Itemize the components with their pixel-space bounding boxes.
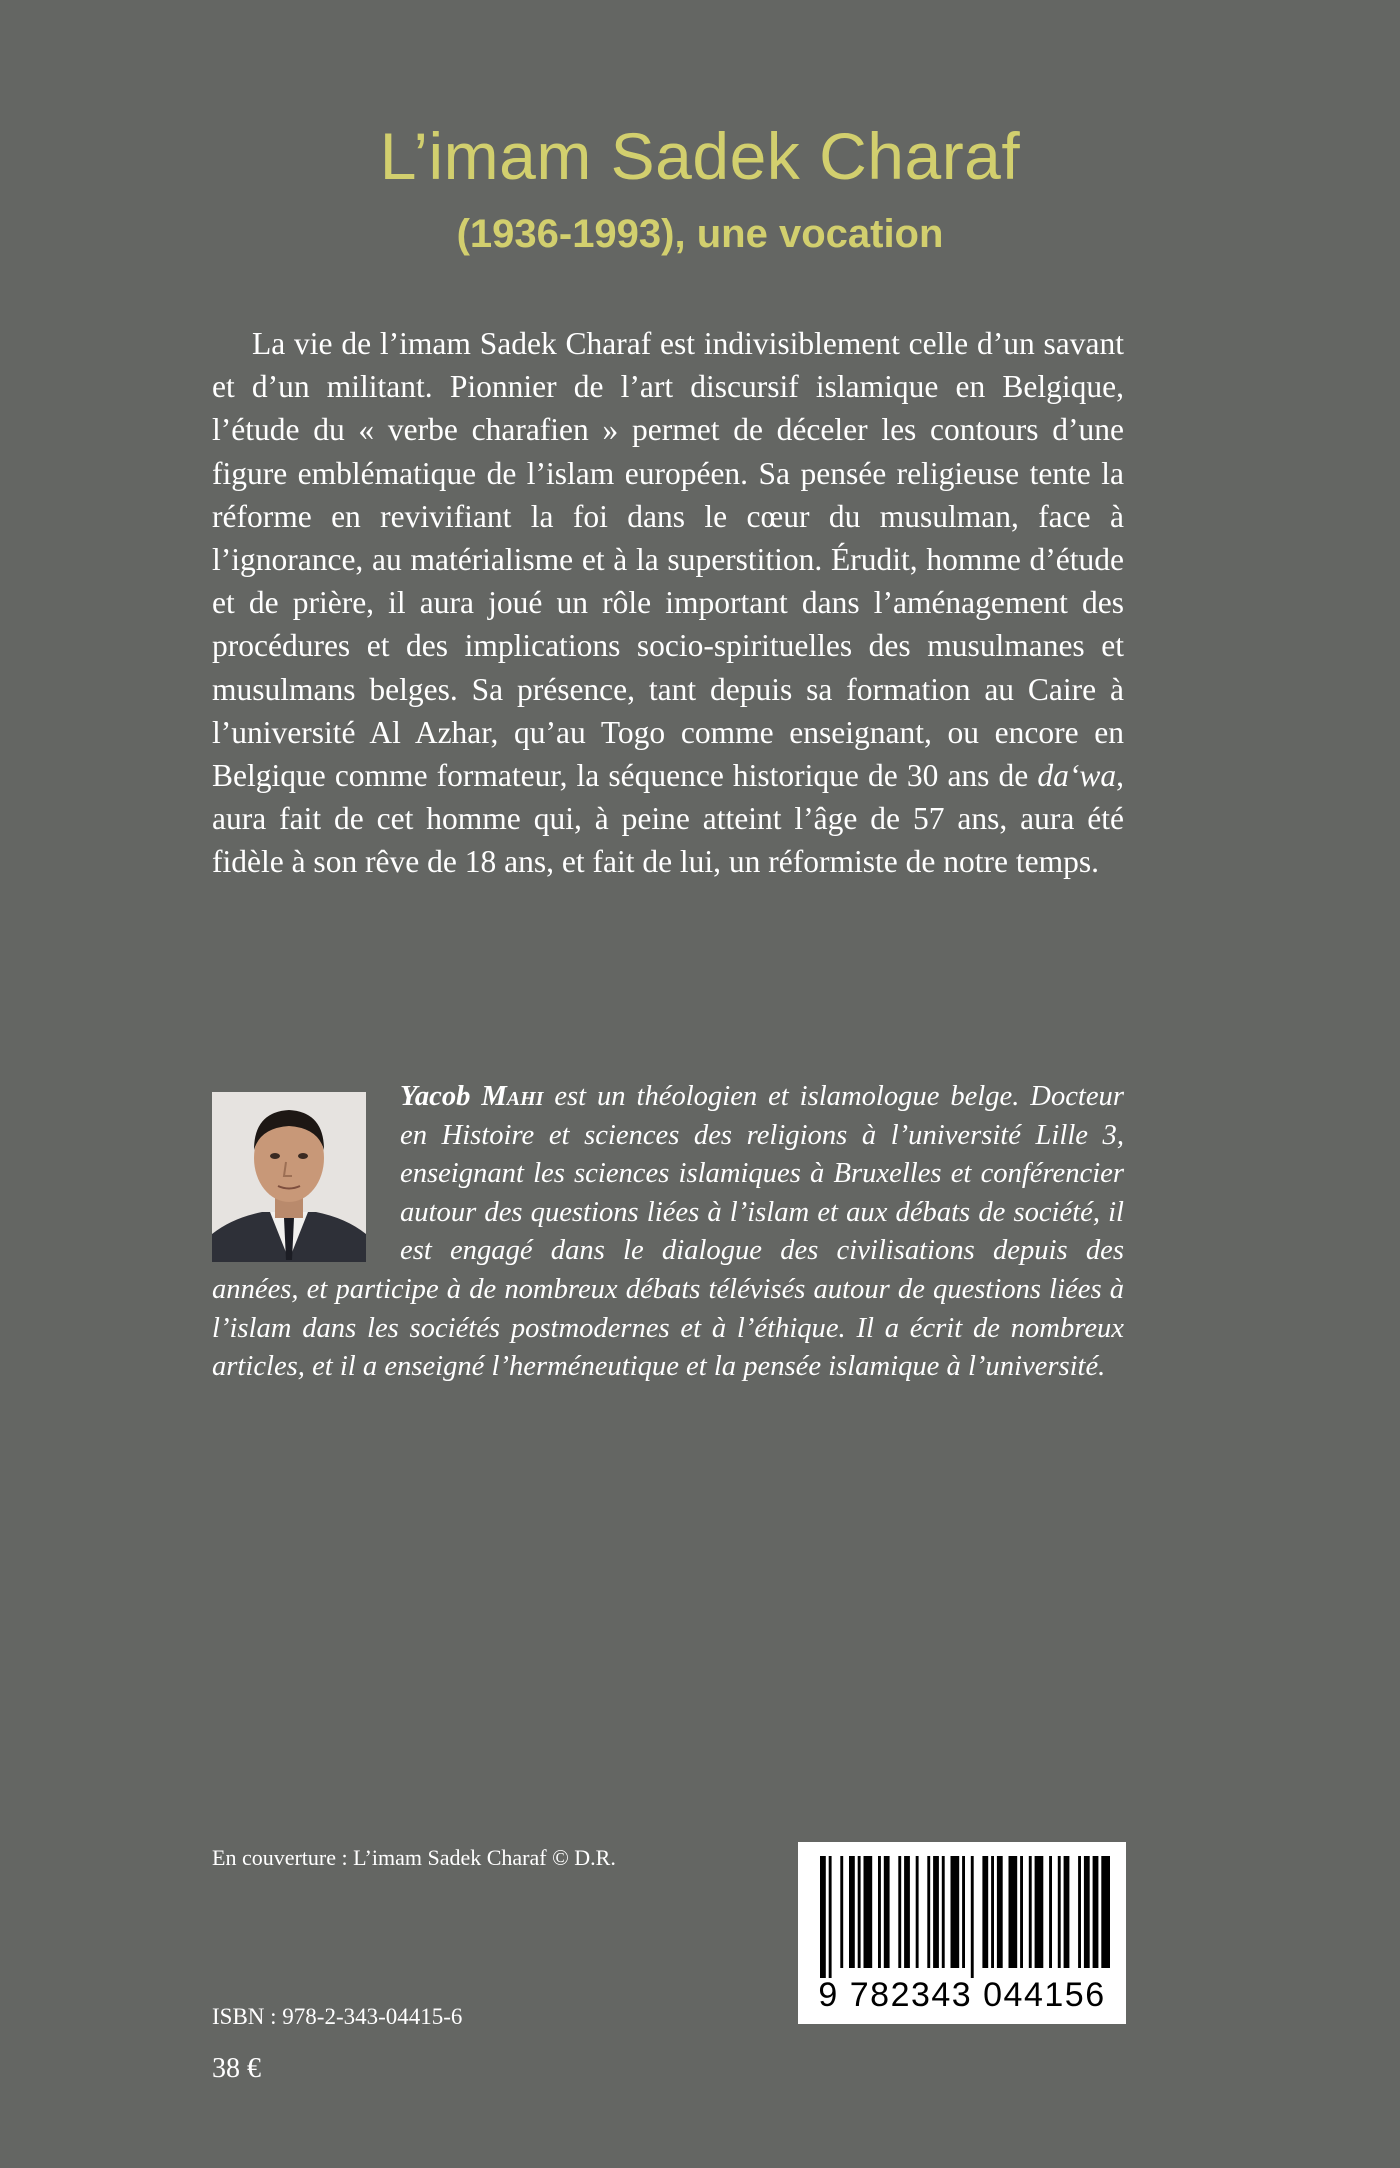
book-title: L’imam Sadek Charaf: [379, 119, 1021, 193]
barcode-bar: [942, 1856, 945, 1968]
barcode-bar: [1084, 1856, 1090, 1968]
barcode-bar: [982, 1856, 988, 1968]
author-bio: [212, 1078, 1124, 1387]
barcode-bar: [820, 1856, 826, 1978]
description-text-2: , aura fait de cet homme qui, à peine atteint l’âge de 57 ans, aura été fidèle à son rêve de 18 ans, et fait de lui, un réformiste de notre temps.: [212, 758, 1124, 880]
barcode-bar: [1009, 1856, 1018, 1968]
barcode-bar: [1064, 1856, 1070, 1968]
barcode-bar: [1029, 1856, 1032, 1968]
barcode-bar: [840, 1856, 843, 1968]
isbn-number: ISBN : 978-2-343-04415-6: [212, 2004, 463, 2029]
barcode-bar: [1049, 1856, 1052, 1968]
barcode-digits: 9 782343 044156: [818, 1976, 1106, 2014]
description-italic-term: da‘wa: [1037, 758, 1117, 794]
barcode-bar: [898, 1856, 901, 1968]
barcode-bar: [927, 1856, 930, 1968]
photo-spacer: [212, 1078, 400, 1270]
barcode-bar: [1020, 1856, 1023, 1968]
barcode-bar: [971, 1856, 974, 1978]
barcode-bar: [951, 1856, 960, 1968]
barcode-bar: [1101, 1856, 1110, 1968]
author-bio-text: est un théologien et islamologue belge. Docteur en Histoire et sciences des religions à l’université Lille 3, enseignant les sciences islamiques à Bruxelles et conférencier autour des questions liées à l’islam et aux débats de société, il est engagé dans le dialogue des civilisations depuis des années, et participe à de nombreux débats télévisés autour de questions liées à l’islam dans les sociétés postmodernes et à l’éthique. Il a écrit de nombreux articles, et il a enseigné l’herméneutique et la pensée islamique à l’université.: [212, 1081, 1124, 1383]
barcode-bar: [864, 1856, 873, 1968]
barcode-bar: [997, 1856, 1003, 1968]
barcode-bar: [849, 1856, 855, 1968]
author-first-name: Yacob: [400, 1081, 471, 1112]
barcode-bar: [962, 1856, 965, 1968]
author-last-name: Mahi: [481, 1081, 544, 1112]
book-subtitle: (1936-1993), une vocation: [456, 212, 944, 256]
barcode-bar: [991, 1856, 994, 1968]
barcode-bar: [916, 1856, 919, 1968]
barcode-bar: [1093, 1856, 1099, 1968]
barcode-bar: [1035, 1856, 1044, 1968]
barcode-bar: [829, 1856, 832, 1978]
barcode-bar: [858, 1856, 861, 1968]
barcode-bar: [1078, 1856, 1081, 1968]
barcode-bar: [884, 1856, 890, 1968]
barcode-bar: [904, 1856, 910, 1968]
barcode-bar: [878, 1856, 881, 1968]
book-description: [212, 322, 1124, 884]
description-text-1: La vie de l’imam Sadek Charaf est indivisiblement celle d’un savant et d’un militant. Pionnier de l’art discursif islamique en Belgique, l’étude du « verbe charafien » permet de déceler les contours d’une figure emblématique de l’islam européen. Sa pensée religieuse tente la réforme en revivifiant la foi dans le cœur du musulman, face à l’ignorance, au matérialisme et à la superstition. Érudit, homme d’étude et de prière, il aura joué un rôle important dans l’aménagement des procédures et des implications socio-spirituelles des musulmanes et musulmans belges. Sa présence, tant depuis sa formation au Caire à l’université Al Azhar, qu’au Togo comme enseignant, ou encore en Belgique comme formateur, la séquence historique de 30 ans de: [212, 326, 1124, 794]
cover-credit: En couverture : L’imam Sadek Charaf © D.R.: [212, 1845, 616, 1870]
barcode-bar: [933, 1856, 939, 1968]
barcode-bar: [1058, 1856, 1061, 1968]
book-price: 38 €: [212, 2053, 261, 2084]
isbn-barcode: [798, 1842, 1126, 2024]
